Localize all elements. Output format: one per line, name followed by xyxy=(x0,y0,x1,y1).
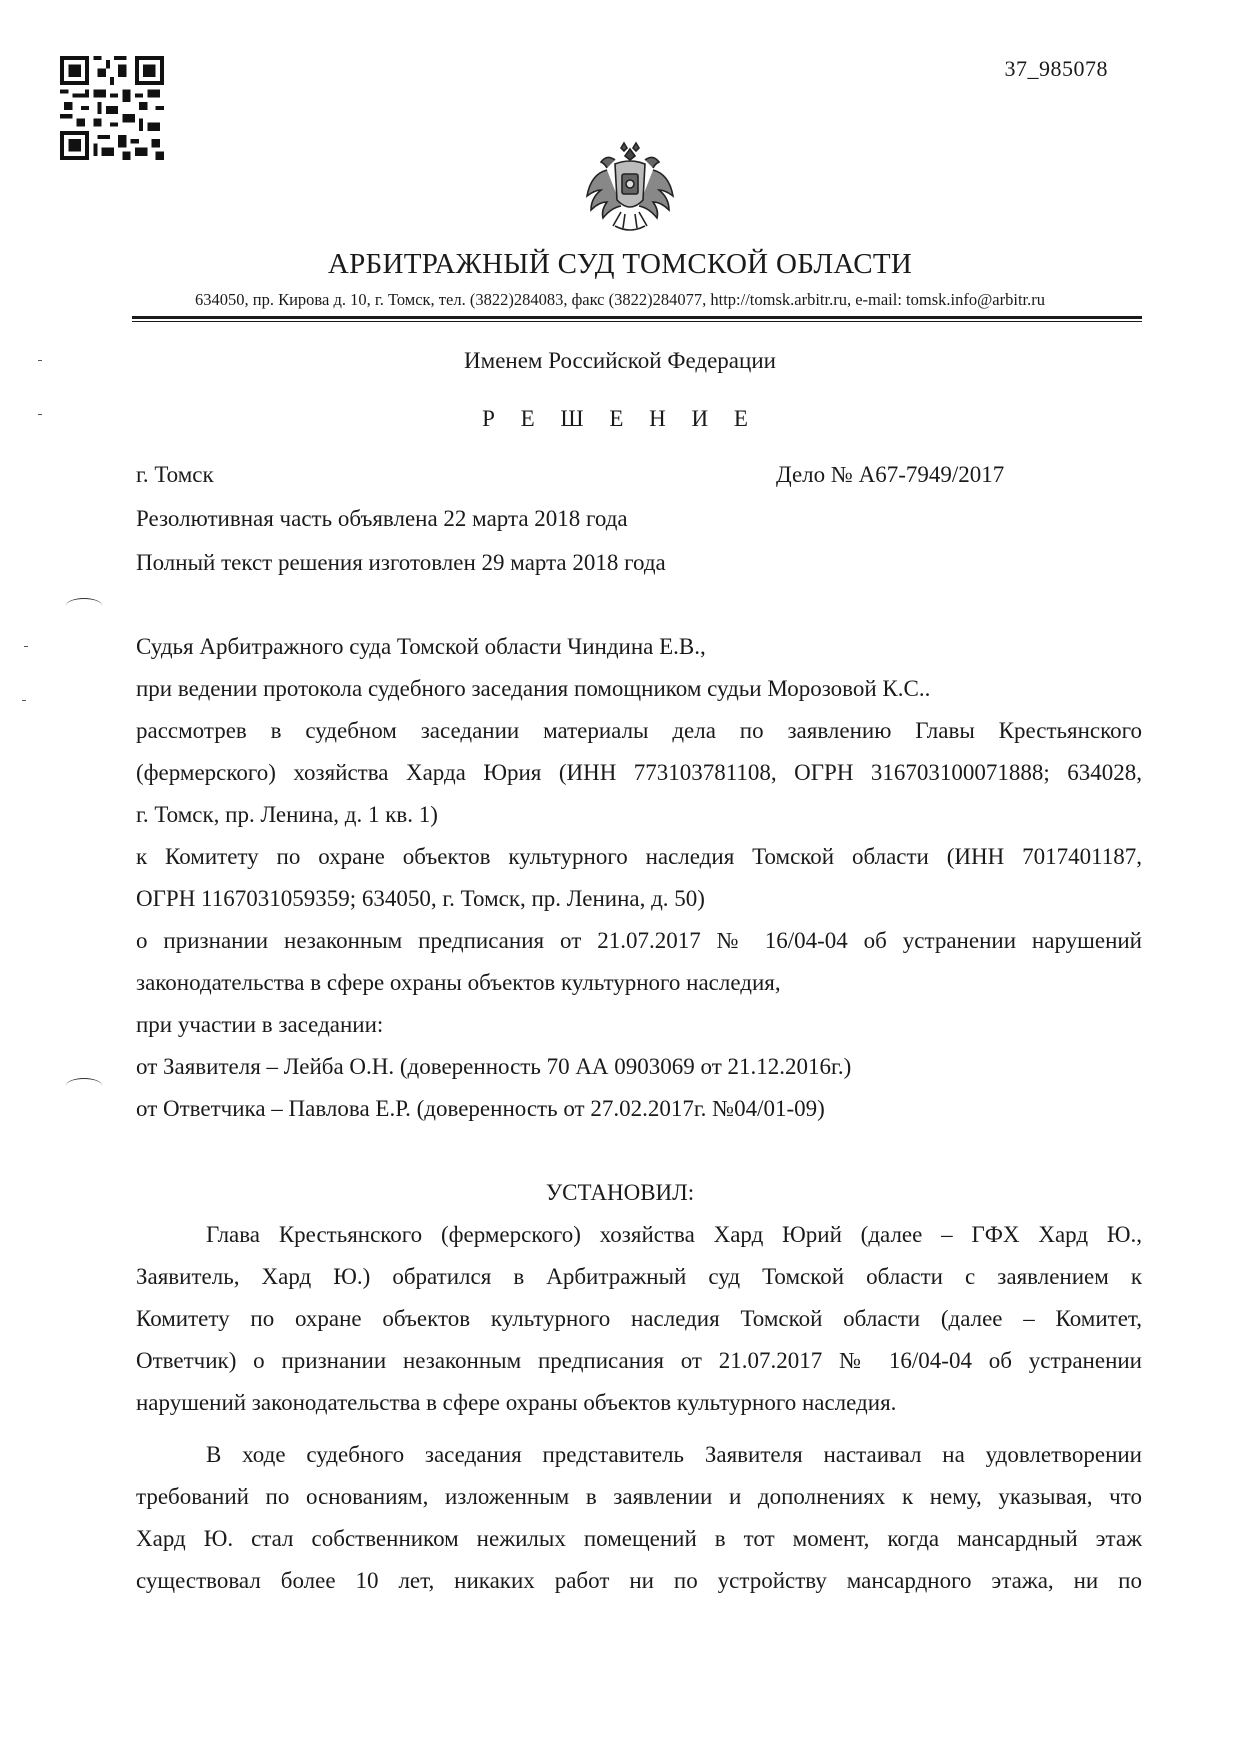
document-title: Р Е Ш Е Н И Е xyxy=(482,406,758,431)
paragraph-line: Заявитель, Хард Ю.) обратился в Арбитражный суд Томской области с заявлением к xyxy=(136,1264,1142,1289)
city: г. Томск xyxy=(136,462,214,487)
operative-part-date: Резолютивная часть объявлена 22 марта 2018 года xyxy=(136,506,628,531)
intro-line: от Ответчика – Павлова Е.Р. (доверенность от 27.02.2017г. №04/01-09) xyxy=(136,1096,825,1121)
paragraph-line: Хард Ю. стал собственником нежилых помещений в тот момент, когда мансардный этаж xyxy=(136,1526,1142,1551)
header-divider-thin xyxy=(132,321,1142,322)
full-text-date: Полный текст решения изготовлен 29 марта 2018 года xyxy=(136,550,666,575)
coat-of-arms-icon xyxy=(585,140,675,240)
intro-line: от Заявителя – Лейба О.Н. (доверенность 70 АА 0903069 от 21.12.2016г.) xyxy=(136,1054,852,1079)
intro-line: г. Томск, пр. Ленина, д. 1 кв. 1) xyxy=(136,802,438,827)
court-name: АРБИТРАЖНЫЙ СУД ТОМСКОЙ ОБЛАСТИ xyxy=(327,248,913,280)
intro-line: при ведении протокола судебного заседания помощником судьи Морозовой К.С.. xyxy=(136,676,931,701)
margin-dot xyxy=(24,646,28,647)
intro-line: ОГРН 1167031059359; 634050, г. Томск, пр. Ленина, д. 50) xyxy=(136,886,705,911)
document-number: 37_985078 xyxy=(1004,56,1108,81)
hole-punch-mark xyxy=(66,598,102,613)
intro-line: о признании незаконным предписания от 21.07.2017 № 16/04-04 об устранении нарушений xyxy=(136,928,1142,953)
margin-dot xyxy=(38,414,42,415)
header-divider xyxy=(132,316,1142,319)
intro-line: (фермерского) хозяйства Харда Юрия (ИНН 773103781108, ОГРН 316703100071888; 634028, xyxy=(136,760,1142,785)
paragraph-line: Комитету по охране объектов культурного наследия Томской области (далее – Комитет, xyxy=(136,1306,1142,1331)
qr-code-icon xyxy=(60,56,164,160)
section-heading: УСТАНОВИЛ: xyxy=(545,1180,695,1205)
margin-dot xyxy=(38,360,42,361)
paragraph-line: требований по основаниям, изложенным в заявлении и дополнениях к нему, указывая, что xyxy=(136,1484,1142,1509)
intro-line: при участии в заседании: xyxy=(136,1012,384,1037)
hole-punch-mark xyxy=(66,1078,102,1093)
intro-line: законодательства в сфере охраны объектов культурного наследия, xyxy=(136,970,781,995)
intro-line: к Комитету по охране объектов культурного наследия Томской области (ИНН 7017401187, xyxy=(136,844,1142,869)
intro-line: рассмотрев в судебном заседании материалы дела по заявлению Главы Крестьянского xyxy=(136,718,1142,743)
preamble: Именем Российской Федерации xyxy=(464,348,776,373)
paragraph-line: В ходе судебного заседания представитель Заявителя настаивал на удовлетворении xyxy=(206,1442,1142,1467)
intro-line: Судья Арбитражного суда Томской области Чиндина Е.В., xyxy=(136,634,706,659)
margin-dot xyxy=(22,700,26,701)
court-contacts: 634050, пр. Кирова д. 10, г. Томск, тел. (3822)284083, факс (3822)284077, http://tomsk.arbitr.ru, e-mail: tomsk.info@arbitr.ru xyxy=(195,290,1045,309)
case-number: Дело № А67-7949/2017 xyxy=(776,462,1005,487)
paragraph-line: Глава Крестьянского (фермерского) хозяйства Хард Юрий (далее – ГФХ Хард Ю., xyxy=(206,1222,1142,1247)
paragraph-line: существовал более 10 лет, никаких работ ни по устройству мансардного этажа, ни по xyxy=(136,1568,1142,1593)
paragraph-line: нарушений законодательства в сфере охраны объектов культурного наследия. xyxy=(136,1390,897,1415)
paragraph-line: Ответчик) о признании незаконным предписания от 21.07.2017 № 16/04-04 об устранении xyxy=(136,1348,1142,1373)
